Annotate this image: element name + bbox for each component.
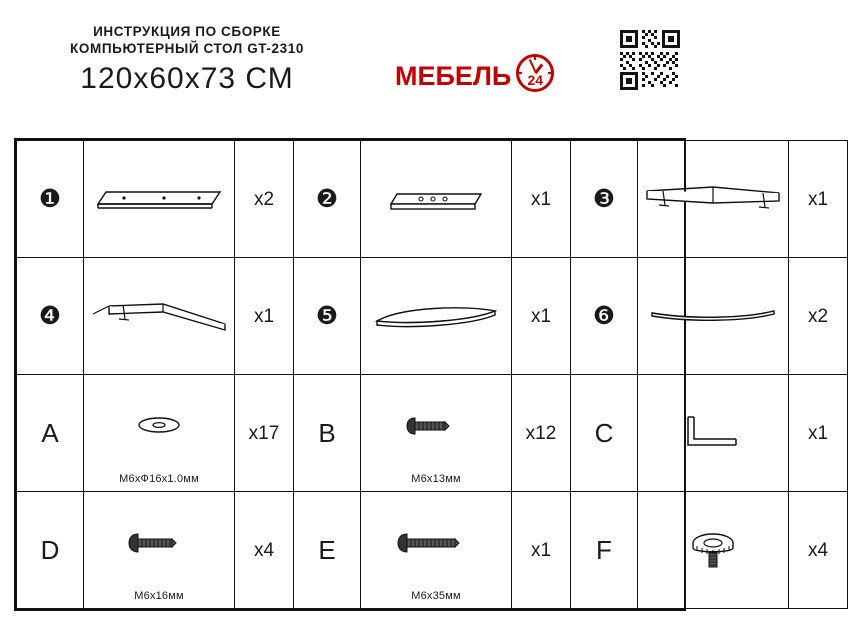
instruction-title-line1: ИНСТРУКЦИЯ ПО СБОРКЕ	[93, 24, 281, 39]
part-qty: x17	[248, 422, 280, 444]
part-qty: x4	[253, 539, 275, 561]
part-label: E	[318, 535, 336, 565]
part-qty: x2	[253, 188, 275, 210]
part-qty-cell	[512, 258, 571, 375]
table-row	[17, 492, 848, 609]
part-qty-cell	[235, 141, 294, 258]
part-qty: x1	[807, 422, 829, 444]
part-qty-cell	[512, 375, 571, 492]
part-qty: x1	[253, 305, 275, 327]
part-qty-cell	[789, 141, 848, 258]
part-image-cell	[638, 141, 789, 258]
part-label-cell	[571, 141, 638, 258]
instruction-title-line2: КОМПЬЮТЕРНЫЙ СТОЛ GT-2310	[70, 41, 304, 56]
part-image-cell	[638, 258, 789, 375]
part-spec: М6х16мм	[134, 590, 184, 602]
part-label: ❻	[592, 301, 616, 330]
part-label: B	[318, 418, 336, 448]
wide-frame-panel-icon	[638, 141, 788, 257]
clock-icon	[513, 51, 559, 97]
part-image-cell	[84, 375, 235, 492]
qr-code-icon	[618, 28, 682, 92]
small-rail-plate-icon	[361, 141, 511, 257]
part-qty-cell	[789, 492, 848, 609]
part-qty: x2	[807, 305, 829, 327]
part-label-cell	[17, 141, 84, 258]
part-qty-cell	[789, 258, 848, 375]
part-label: ❹	[38, 301, 62, 330]
knob-screw-icon	[638, 492, 788, 608]
part-qty-cell	[512, 492, 571, 609]
part-qty: x1	[530, 305, 552, 327]
part-label-cell	[571, 375, 638, 492]
part-label: C	[594, 418, 614, 448]
brand-clock-number: 24	[527, 72, 544, 88]
part-image-cell	[84, 141, 235, 258]
part-qty: x1	[530, 188, 552, 210]
part-label-cell	[17, 492, 84, 609]
document-header	[0, 0, 700, 118]
part-label: ❸	[592, 184, 616, 213]
tabletop-shelf-icon	[361, 258, 511, 374]
part-qty: x12	[525, 422, 557, 444]
part-image-cell	[361, 141, 512, 258]
part-image-cell	[361, 375, 512, 492]
part-label: D	[40, 535, 60, 565]
table-row	[17, 375, 848, 492]
product-dimensions: 120x60x73 СМ	[80, 62, 294, 95]
part-qty-cell	[235, 492, 294, 609]
part-label: A	[41, 418, 59, 448]
part-label: ❷	[315, 184, 339, 213]
part-qty: x1	[530, 539, 552, 561]
part-label-cell	[294, 141, 361, 258]
part-label-cell	[571, 258, 638, 375]
brand-name: МЕБЕЛЬ	[395, 61, 512, 91]
part-label-cell	[571, 492, 638, 609]
part-label-cell	[294, 375, 361, 492]
title-block	[22, 24, 352, 95]
allen-key-icon	[638, 375, 788, 491]
part-image-cell	[84, 258, 235, 375]
part-qty: x4	[807, 539, 829, 561]
angled-frame-panel-icon	[84, 258, 234, 374]
part-image-cell	[638, 375, 789, 492]
table-row	[17, 141, 848, 258]
part-label: ❺	[315, 301, 339, 330]
part-image-cell	[361, 492, 512, 609]
part-label: ❶	[38, 184, 62, 213]
part-image-cell	[638, 492, 789, 609]
part-image-cell	[84, 492, 235, 609]
part-label-cell	[294, 258, 361, 375]
part-label-cell	[17, 258, 84, 375]
part-qty-cell	[512, 141, 571, 258]
thin-slat-icon	[638, 258, 788, 374]
part-qty-cell	[235, 258, 294, 375]
parts-list-table	[14, 138, 829, 611]
part-spec: М6х13мм	[411, 473, 461, 485]
part-spec: М6х35мм	[411, 590, 461, 602]
part-qty-cell	[235, 375, 294, 492]
part-label-cell	[294, 492, 361, 609]
brand-logo	[395, 55, 559, 97]
part-qty: x1	[807, 188, 829, 210]
part-spec: М6хФ16х1.0мм	[119, 473, 199, 485]
table-row	[17, 258, 848, 375]
panel-long-bar-icon	[84, 141, 234, 257]
part-label-cell	[17, 375, 84, 492]
part-image-cell	[361, 258, 512, 375]
part-label: F	[596, 535, 612, 565]
part-qty-cell	[789, 375, 848, 492]
